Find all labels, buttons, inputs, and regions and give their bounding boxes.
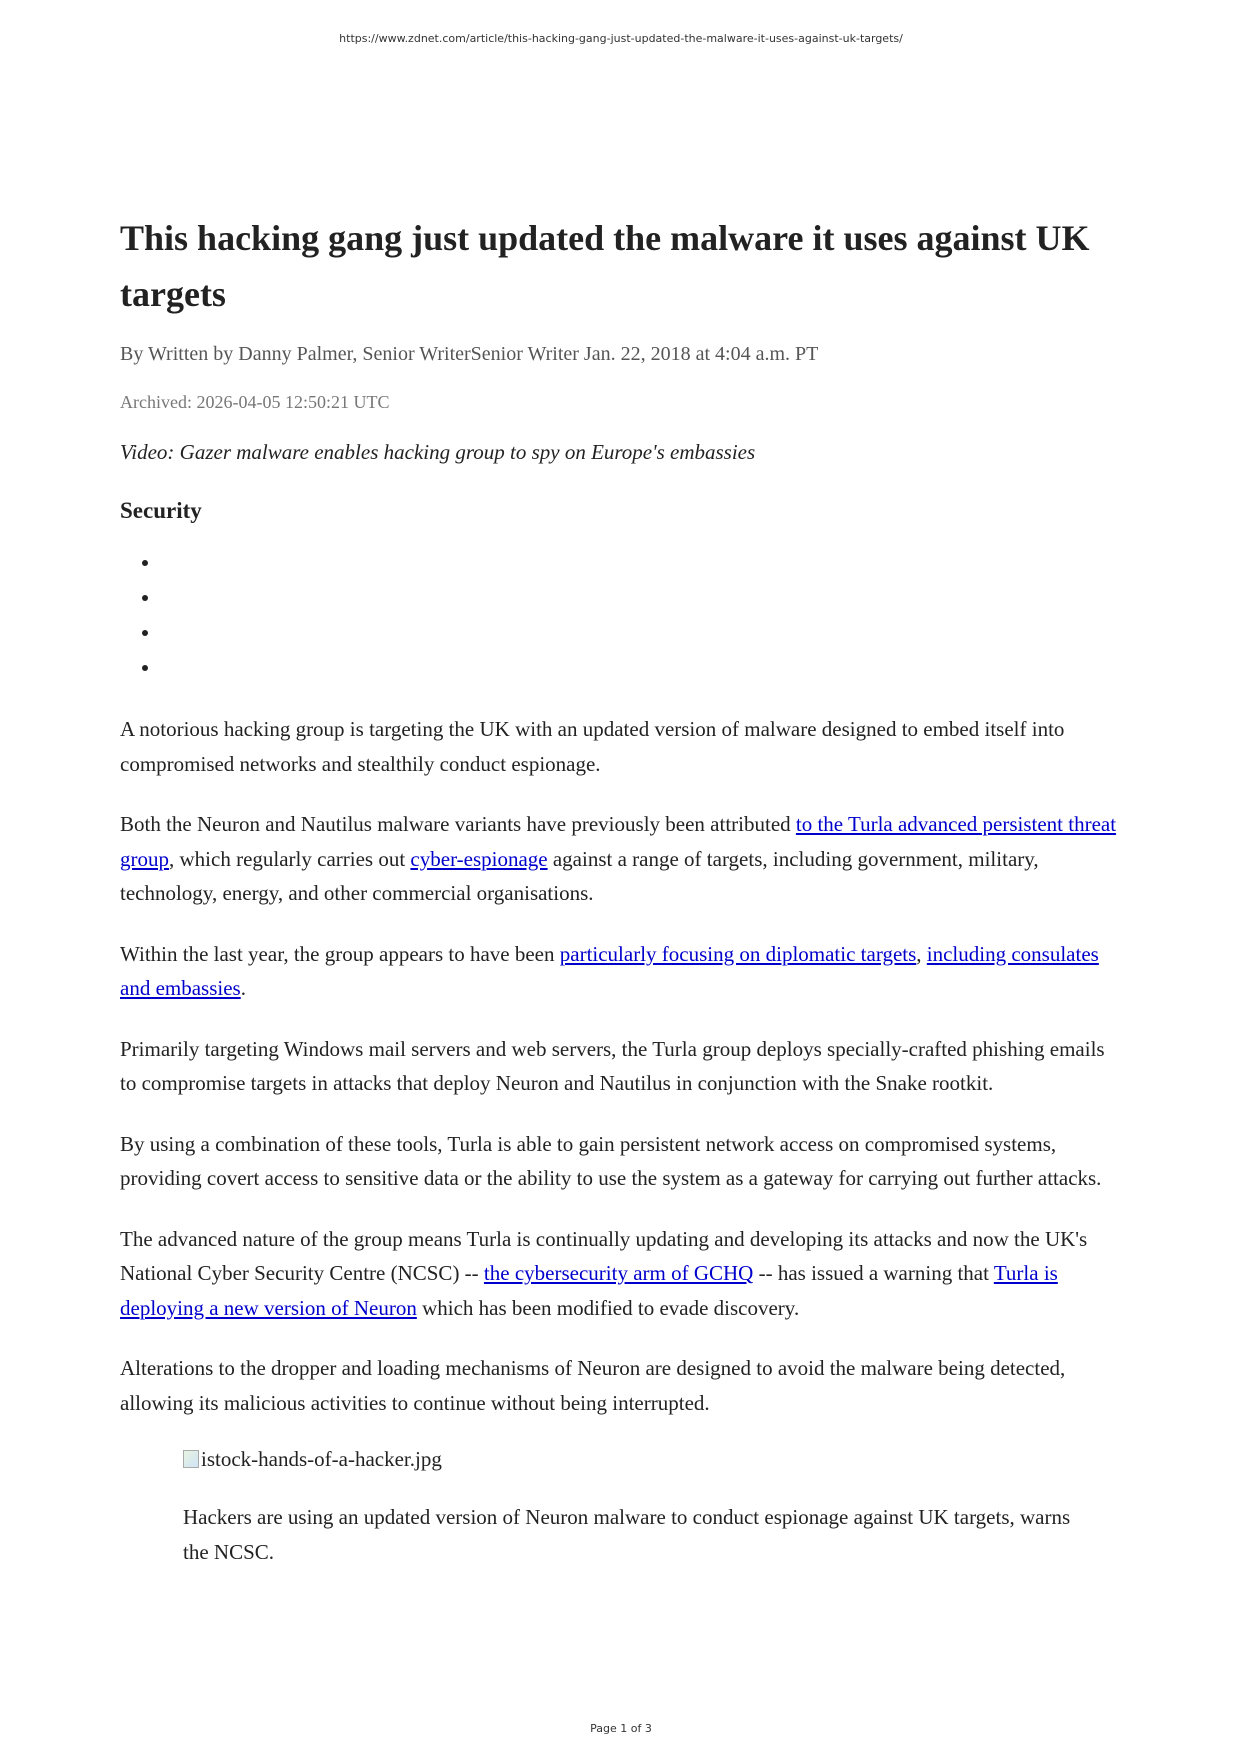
paragraph-text: Both the Neuron and Nautilus malware variants have previously been attributed (120, 812, 796, 836)
paragraph-text: which has been modified to evade discovery. (416, 1295, 800, 1320)
paragraph-1: A notorious hacking group is targeting the UK with an updated version of malware designed to embed itself into compromised networks and stealthily conduct espionage. (120, 717, 1065, 776)
archived-timestamp: Archived: 2026-04-05 12:50:21 UTC (120, 392, 390, 412)
paragraph-text: , which regularly carries out (169, 846, 411, 871)
article-byline: By Written by Danny Palmer, Senior WriterSenior Writer Jan. 22, 2018 at 4:04 a.m. PT (120, 343, 819, 365)
list-item (160, 620, 1124, 655)
page-url: https://www.zdnet.com/article/this-hacking-gang-just-updated-the-malware-it-uses-against-uk-targets/ (339, 32, 903, 45)
consulates-embassies-link[interactable]: including consulates and embassies (120, 941, 1099, 1000)
gchq-link[interactable]: the cybersecurity arm of GCHQ (483, 1261, 754, 1285)
article-figure (183, 1444, 1124, 1569)
turla-apt-link[interactable]: to the Turla advanced persistent threat group (120, 812, 1117, 871)
paragraph-3 (120, 937, 1124, 1006)
paragraph-text: -- has issued a warning that (753, 1261, 994, 1285)
paragraph-text: . (240, 976, 246, 1000)
security-list (120, 550, 1124, 690)
neuron-new-version-link[interactable]: Turla is deploying a new version of Neuron (120, 1261, 1058, 1320)
paragraph-4: Primarily targeting Windows mail servers and web servers, the Turla group deploys specially-crafted phishing emails to compromise targets in attacks that deploy Neuron and Nautilus in conjunction with the Snake rootkit. (120, 1036, 1105, 1095)
section-heading: Security (120, 498, 202, 523)
list-item (160, 585, 1124, 620)
paragraph-6 (120, 1222, 1124, 1326)
paragraph-text: Within the last year, the group appears to have been (120, 941, 560, 966)
paragraph-7: Alterations to the dropper and loading mechanisms of Neuron are designed to avoid the malware being detected, allowing its malicious activities to continue without being interrupted. (120, 1356, 1066, 1415)
article-title: This hacking gang just updated the malware it uses against UK targets (120, 218, 1090, 314)
diplomatic-targets-link[interactable]: particularly focusing on diplomatic targets (559, 941, 917, 966)
page-number: Page 1 of 3 (590, 1722, 652, 1735)
article-content (120, 210, 1124, 1569)
image-alt-text: istock-hands-of-a-hacker.jpg (201, 1447, 442, 1471)
paragraph-5: By using a combination of these tools, Turla is able to gain persistent network access on compromised systems, providing covert access to sensitive data or the ability to use the system as a gateway for carrying out further attacks. (120, 1131, 1102, 1190)
cyber-espionage-link[interactable]: cyber-espionage (410, 846, 548, 871)
broken-image-icon (183, 1450, 199, 1468)
paragraph-text: , (916, 941, 927, 966)
list-item (160, 655, 1124, 690)
paragraph-text: against a range of targets, including government, military, technology, energy, and other commercial organisations. (120, 846, 1039, 905)
paragraph-2 (120, 807, 1124, 911)
image-caption: Hackers are using an updated version of Neuron malware to conduct espionage against UK targets, warns the NCSC. (183, 1505, 1071, 1564)
paragraph-text: The advanced nature of the group means Turla is continually updating and developing its attacks and now the UK's National Cyber Security Centre (NCSC) -- (120, 1226, 1088, 1285)
video-caption: Video: Gazer malware enables hacking group to spy on Europe's embassies (120, 440, 756, 464)
list-item (160, 550, 1124, 585)
article-image (183, 1444, 1124, 1474)
